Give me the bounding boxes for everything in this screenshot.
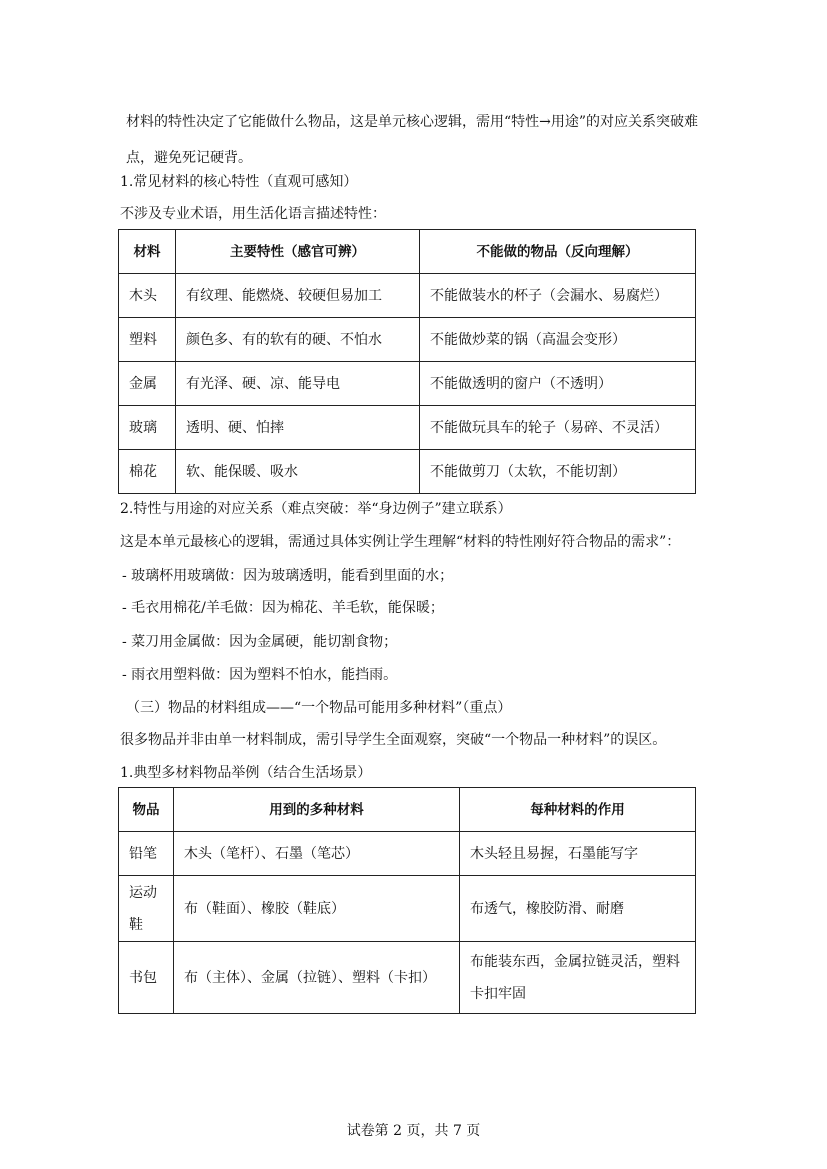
table-cell: 布（鞋面）、橡胶（鞋底） [174,876,460,942]
table-cell: 金属 [119,362,176,406]
section1-note: 不涉及专业术语，用生活化语言描述特性： [120,206,386,222]
table-cell: 铅笔 [119,832,174,876]
table-cell: 不能做透明的窗户（不透明） [420,362,696,406]
table-row [119,832,696,876]
table-cell: 颜色多、有的软有的硬、不怕水 [176,318,420,362]
section3-title: （三）物品的材料组成——“一个物品可能用多种材料”（重点） [126,700,512,716]
table-row [119,318,696,362]
table-row [119,274,696,318]
table-cell: 木头（笔杆）、石墨（笔芯） [174,832,460,876]
section3-subtitle: 1.典型多材料物品举例（结合生活场景） [120,765,372,781]
table-row [119,362,696,406]
list-item: - 雨衣用塑料做：因为塑料不怕水，能挡雨。 [122,667,398,683]
table-header-cell: 主要特性（感官可辨） [176,230,420,274]
table-cell: 透明、硬、怕摔 [176,406,420,450]
table-row [119,942,696,1014]
intro-paragraph: 材料的特性决定了它能做什么物品，这是单元核心逻辑，需用“特性→用途”的对应关系突破难点，避免死记硬背。 [126,114,699,166]
table-cell: 有纹理、能燃烧、较硬但易加工 [176,274,420,318]
table-header-cell: 用到的多种材料 [174,788,460,832]
table-header-row [119,788,696,832]
table-cell: 木头轻且易握，石墨能写字 [460,832,696,876]
table-header-cell: 不能做的物品（反向理解） [420,230,696,274]
page-footer: 试卷第 2 页，共 7 页 [346,1123,481,1139]
table-cell: 不能做剪刀（太软，不能切割） [420,450,696,494]
table-cell: 运动鞋 [119,876,174,942]
table-cell: 布能装东西，金属拉链灵活，塑料卡扣牢固 [460,942,696,1014]
section3-note: 很多物品并非由单一材料制成，需引导学生全面观察，突破“一个物品一种材料”的误区。 [120,732,667,748]
table-cell: 有光泽、硬、凉、能导电 [176,362,420,406]
table-cell: 木头 [119,274,176,318]
table-cell: 软、能保暖、吸水 [176,450,420,494]
table-cell: 不能做装水的杯子（会漏水、易腐烂） [420,274,696,318]
table-row [119,876,696,942]
materials-table [118,229,696,494]
table-cell: 棉花 [119,450,176,494]
table-row [119,406,696,450]
table-cell: 布（主体）、金属（拉链）、塑料（卡扣） [174,942,460,1014]
section2-title: 2.特性与用途的对应关系（难点突破：举“身边例子”建立联系） [120,501,512,517]
list-item: - 菜刀用金属做：因为金属硬，能切割食物； [122,634,398,650]
list-item: - 玻璃杯用玻璃做：因为玻璃透明，能看到里面的水； [122,568,454,584]
table-header-cell: 每种材料的作用 [460,788,696,832]
section2-note: 这是本单元最核心的逻辑，需通过具体实例让学生理解“材料的特性刚好符合物品的需求”： [120,534,681,550]
table-row [119,450,696,494]
multi-material-table [118,787,696,1014]
table-header-cell: 物品 [119,788,174,832]
table-cell: 不能做炒菜的锅（高温会变形） [420,318,696,362]
section1-title: 1.常见材料的核心特性（直观可感知） [120,174,358,190]
table-cell: 不能做玩具车的轮子（易碎、不灵活） [420,406,696,450]
table-cell: 塑料 [119,318,176,362]
table-cell: 玻璃 [119,406,176,450]
list-item: - 毛衣用棉花/羊毛做：因为棉花、羊毛软，能保暖； [122,600,444,616]
table-cell: 布透气，橡胶防滑、耐磨 [460,876,696,942]
table-cell: 书包 [119,942,174,1014]
table-header-row [119,230,696,274]
table-header-cell: 材料 [119,230,176,274]
